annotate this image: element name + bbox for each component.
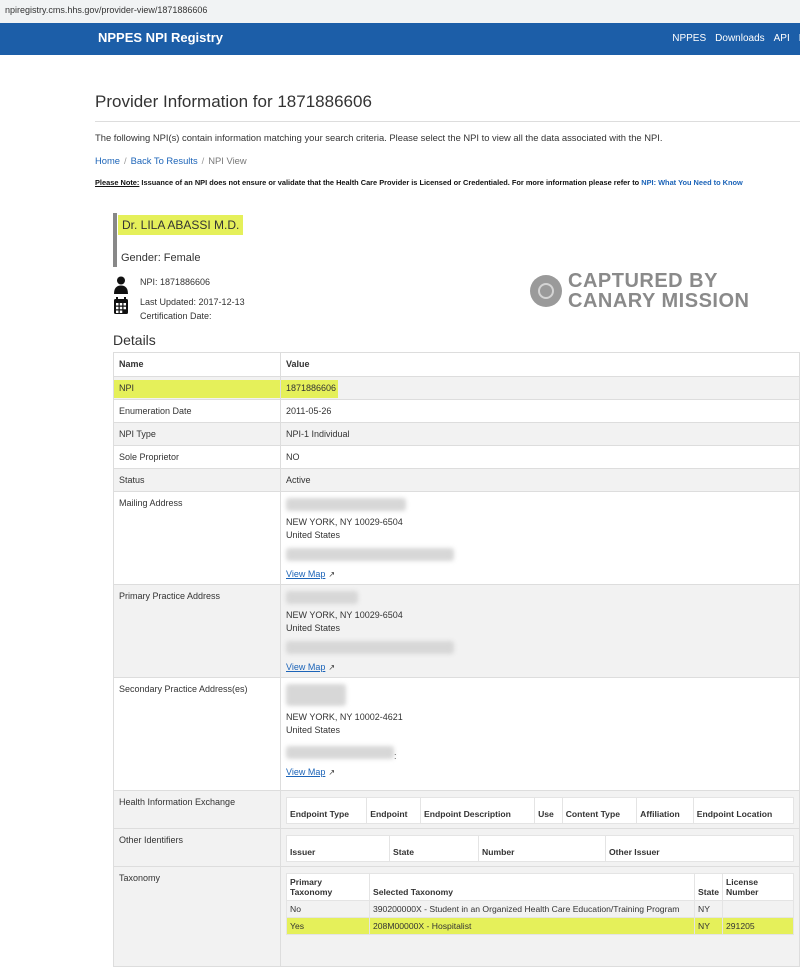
person-icon	[113, 276, 129, 294]
top-navbar	[0, 23, 806, 55]
note-text: Issuance of an NPI does not ensure or validate that the Health Care Provider is Licensed or Credentialed. For more information please refer to	[139, 178, 642, 187]
secondary-country: United States	[286, 725, 341, 735]
taxonomy-table	[286, 873, 794, 935]
certification-date: Certification Date:	[140, 311, 212, 321]
tax-selected: 390200000X - Student in an Organized Health Care Education/Training Program	[370, 901, 695, 918]
note-label: Please Note:	[95, 178, 140, 187]
hie-col-content-type: Content Type	[562, 798, 636, 824]
row-value-status: Active	[281, 469, 800, 492]
details-table	[113, 352, 800, 967]
npi-info-link[interactable]: NPI: What You Need to Know	[641, 178, 743, 187]
mailing-view-map-link[interactable]: View Map	[286, 569, 326, 579]
nav-link-help[interactable]: H	[798, 33, 806, 44]
page-title: Provider Information for 1871886606	[95, 92, 372, 111]
hie-col-endpoint-type: Endpoint Type	[287, 798, 367, 824]
row-name-enumeration-date: Enumeration Date	[114, 400, 281, 423]
row-name-sole-proprietor: Sole Proprietor	[114, 446, 281, 469]
primary-city: NEW YORK, NY 10029-6504	[286, 609, 403, 620]
provider-name: Dr. LILA ABASSI M.D.	[118, 215, 243, 235]
provider-gender: Gender: Female	[121, 252, 201, 264]
table-row	[114, 377, 800, 400]
row-value-npi-type: NPI-1 Individual	[281, 423, 800, 446]
tax-primary: Yes	[287, 918, 370, 935]
row-name-status: Status	[114, 469, 281, 492]
row-name-other-identifiers: Other Identifiers	[114, 829, 281, 867]
hie-col-endpoint-location: Endpoint Location	[693, 798, 793, 824]
table-row	[114, 678, 800, 791]
browser-address-bar[interactable]	[0, 0, 800, 24]
nav-link-api[interactable]: API	[773, 33, 790, 44]
tax-state: NY	[694, 901, 722, 918]
table-row	[114, 400, 800, 423]
tax-state: NY	[694, 918, 722, 935]
external-link-icon: ↗	[328, 570, 336, 579]
secondary-view-map-link[interactable]: View Map	[286, 767, 326, 777]
col-name-header: Name	[114, 353, 281, 377]
watermark-line2: CANARY MISSION	[568, 290, 750, 312]
row-name-mailing-address: Mailing Address	[114, 492, 281, 585]
mailing-country: United States	[286, 530, 341, 540]
row-name-secondary-practice-address: Secondary Practice Address(es)	[114, 678, 281, 791]
tax-license: 291205	[723, 918, 794, 935]
other-col-other-issuer: Other Issuer	[606, 836, 794, 862]
table-row	[114, 829, 800, 867]
col-value-header: Value	[281, 353, 800, 377]
row-name-npi-type: NPI Type	[114, 423, 281, 446]
other-col-number: Number	[479, 836, 606, 862]
provider-accent-bar	[113, 213, 117, 267]
other-col-state: State	[390, 836, 479, 862]
secondary-colon: :	[394, 750, 397, 761]
redacted-phone	[286, 548, 454, 561]
watermark-line1: CAPTURED BY	[568, 270, 718, 292]
hie-col-use: Use	[535, 798, 563, 824]
redacted-phone	[286, 746, 394, 759]
redacted-phone	[286, 641, 454, 654]
external-link-icon: ↗	[328, 663, 336, 672]
external-link-icon: ↗	[328, 768, 336, 777]
nav-link-nppes[interactable]: NPPES	[672, 33, 707, 44]
primary-country: United States	[286, 623, 341, 633]
breadcrumb-current: NPI View	[208, 155, 247, 166]
redacted-street	[286, 684, 346, 706]
table-row	[114, 469, 800, 492]
tax-col-state: State	[694, 874, 722, 901]
row-name-taxonomy: Taxonomy	[114, 867, 281, 967]
other-col-issuer: Issuer	[287, 836, 390, 862]
details-heading: Details	[113, 332, 156, 348]
row-value-npi: 1871886606	[281, 380, 338, 398]
table-row	[114, 791, 800, 829]
last-updated: Last Updated: 2017-12-13	[140, 297, 245, 307]
nav-links	[672, 33, 806, 44]
row-name-primary-practice-address: Primary Practice Address	[114, 585, 281, 678]
hie-col-endpoint-description: Endpoint Description	[420, 798, 534, 824]
secondary-city: NEW YORK, NY 10002-4621	[286, 711, 403, 722]
tax-col-license: License Number	[723, 874, 794, 901]
site-brand[interactable]: NPPES NPI Registry	[98, 30, 223, 45]
calendar-icon	[113, 297, 129, 314]
hie-col-affiliation: Affiliation	[637, 798, 694, 824]
nav-link-downloads[interactable]: Downloads	[715, 33, 765, 44]
watermark	[530, 271, 749, 311]
taxonomy-row	[287, 918, 794, 935]
primary-view-map-link[interactable]: View Map	[286, 662, 326, 672]
tax-license	[723, 901, 794, 918]
hie-col-endpoint: Endpoint	[367, 798, 421, 824]
row-value-enumeration-date: 2011-05-26	[281, 400, 800, 423]
hie-endpoints-table	[286, 797, 794, 824]
breadcrumb: Home / Back To Results / NPI View	[95, 155, 247, 166]
row-name-health-information-exchange: Health Information Exchange	[114, 791, 281, 829]
redacted-street	[286, 591, 358, 604]
row-value-sole-proprietor: NO	[281, 446, 800, 469]
intro-text: The following NPI(s) contain information matching your search criteria. Please select the NPI to view all the data associated with the NPI.	[95, 132, 663, 143]
tax-selected: 208M00000X - Hospitalist	[370, 918, 695, 935]
table-row	[114, 867, 800, 967]
table-row	[114, 492, 800, 585]
table-row	[114, 423, 800, 446]
disclaimer-note	[95, 178, 743, 187]
breadcrumb-back-to-results[interactable]: Back To Results	[130, 155, 198, 166]
table-row	[114, 446, 800, 469]
url-text[interactable]: npiregistry.cms.hhs.gov/provider-view/1871886606	[5, 5, 208, 15]
row-name-npi: NPI	[114, 380, 280, 398]
table-row	[114, 585, 800, 678]
title-divider	[95, 121, 800, 122]
tax-col-selected: Selected Taxonomy	[370, 874, 695, 901]
mailing-city: NEW YORK, NY 10029-6504	[286, 516, 403, 527]
other-identifiers-table	[286, 835, 794, 862]
tax-primary: No	[287, 901, 370, 918]
canary-logo-icon	[530, 275, 562, 307]
provider-npi: NPI: 1871886606	[140, 277, 211, 287]
redacted-street	[286, 498, 406, 511]
tax-col-primary: Primary Taxonomy	[287, 874, 370, 901]
breadcrumb-home[interactable]: Home	[95, 155, 121, 166]
taxonomy-row	[287, 901, 794, 918]
